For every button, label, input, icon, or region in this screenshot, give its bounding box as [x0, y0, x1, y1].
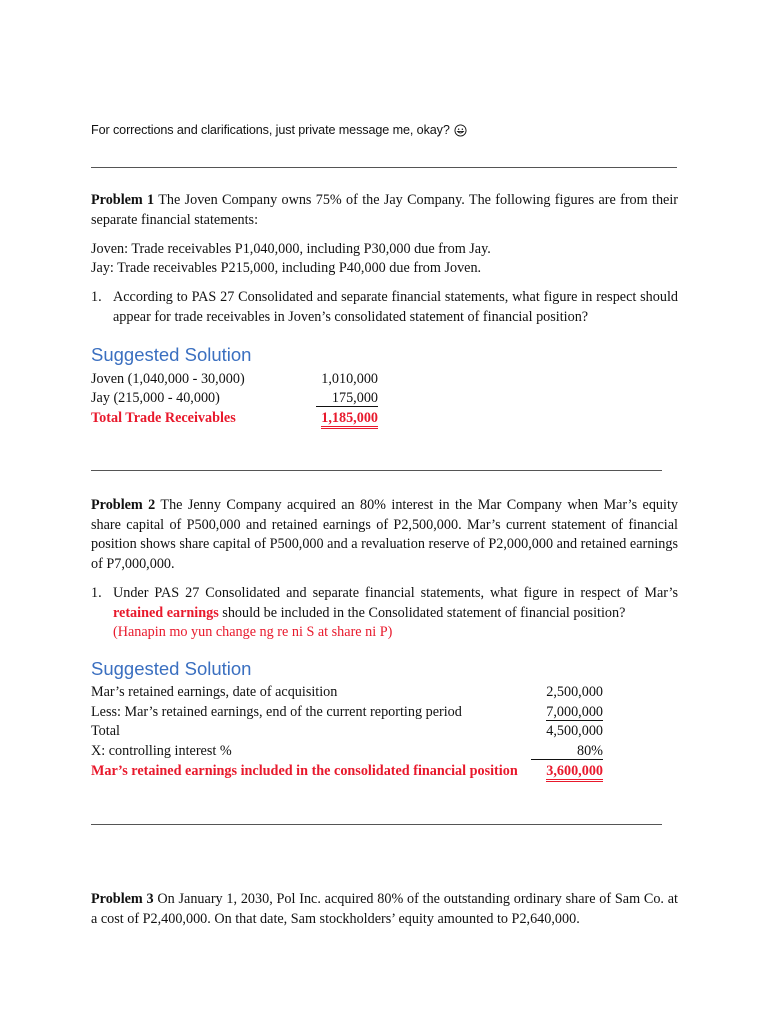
problem1-joven-line: Joven: Trade receivables P1,040,000, including P30,000 due from Jay. [91, 241, 491, 257]
problem2-row-total: Total [91, 723, 120, 739]
problem2-amount-acquisition: 2,500,000 [546, 684, 603, 700]
problem1-amount-jay: 175,000 [316, 389, 378, 409]
problem2-total-label: Mar’s retained earnings included in the consolidated financial position [91, 763, 518, 779]
problem2-amount-total: 4,500,000 [546, 723, 603, 739]
problem2-solution-heading: Suggested Solution [91, 658, 252, 679]
problem2-intro: Problem 2 The Jenny Company acquired an 80% interest in the Mar Company when Mar’s equity share capital of P500,000 and retained earnings of P2,500,000. Mar’s current statement of financial position shows share capital of P500,000 and a revaluation reserve of P2,000,000 and retained earnings of P7,000,000. [91, 497, 678, 572]
divider-top [91, 167, 677, 168]
problem1-intro: Problem 1 The Joven Company owns 75% of the Jay Company. The following figures are from their separate financial statements: [91, 192, 678, 228]
problem2-row-end: Less: Mar’s retained earnings, end of the current reporting period [91, 704, 462, 720]
problem2-amount-interest: 80% [531, 742, 603, 762]
problem2-question: 1. Under PAS 27 Consolidated and separate financial statements, what figure in respect of Mar’s retained earnings should be included in the Consolidated statement of financial position? (Hanapin mo yun change ng re ni S at share ni P) [91, 585, 678, 640]
problem2-row-interest: X: controlling interest % [91, 743, 232, 759]
problem2-total-amount: 3,600,000 [546, 762, 603, 782]
clarification-note: For corrections and clarifications, just private message me, okay? [91, 123, 467, 137]
problem1-total-amount: 1,185,000 [321, 409, 378, 429]
problem1-jay-line: Jay: Trade receivables P215,000, including P40,000 due from Joven. [91, 260, 482, 276]
problem3-intro: Problem 3 On January 1, 2030, Pol Inc. acquired 80% of the outstanding ordinary share of Sam Co. at a cost of P2,400,000. On that date, Sam stockholders’ equity amounted to P2,640,000. [91, 891, 678, 927]
problem1-question: 1. According to PAS 27 Consolidated and separate financial statements, what figure in respect should appear for trade receivables in Joven’s consolidated statement of financial position? [91, 289, 678, 325]
divider-problem2 [91, 824, 662, 825]
problem2-row-acquisition: Mar’s retained earnings, date of acquisition [91, 684, 338, 700]
problem2-hint: (Hanapin mo yun change ng re ni S at share ni P) [113, 624, 393, 640]
problem1-total-label: Total Trade Receivables [91, 410, 236, 426]
problem1-row-joven: Joven (1,040,000 - 30,000) [91, 371, 245, 387]
problem1-solution-heading: Suggested Solution [91, 344, 252, 365]
divider-problem1 [91, 470, 662, 471]
problem1-amount-joven: 1,010,000 [321, 371, 378, 387]
problem2-amount-end: 7,000,000 [546, 704, 603, 720]
problem1-row-jay: Jay (215,000 - 40,000) [91, 390, 220, 406]
smiley-icon [454, 124, 467, 137]
